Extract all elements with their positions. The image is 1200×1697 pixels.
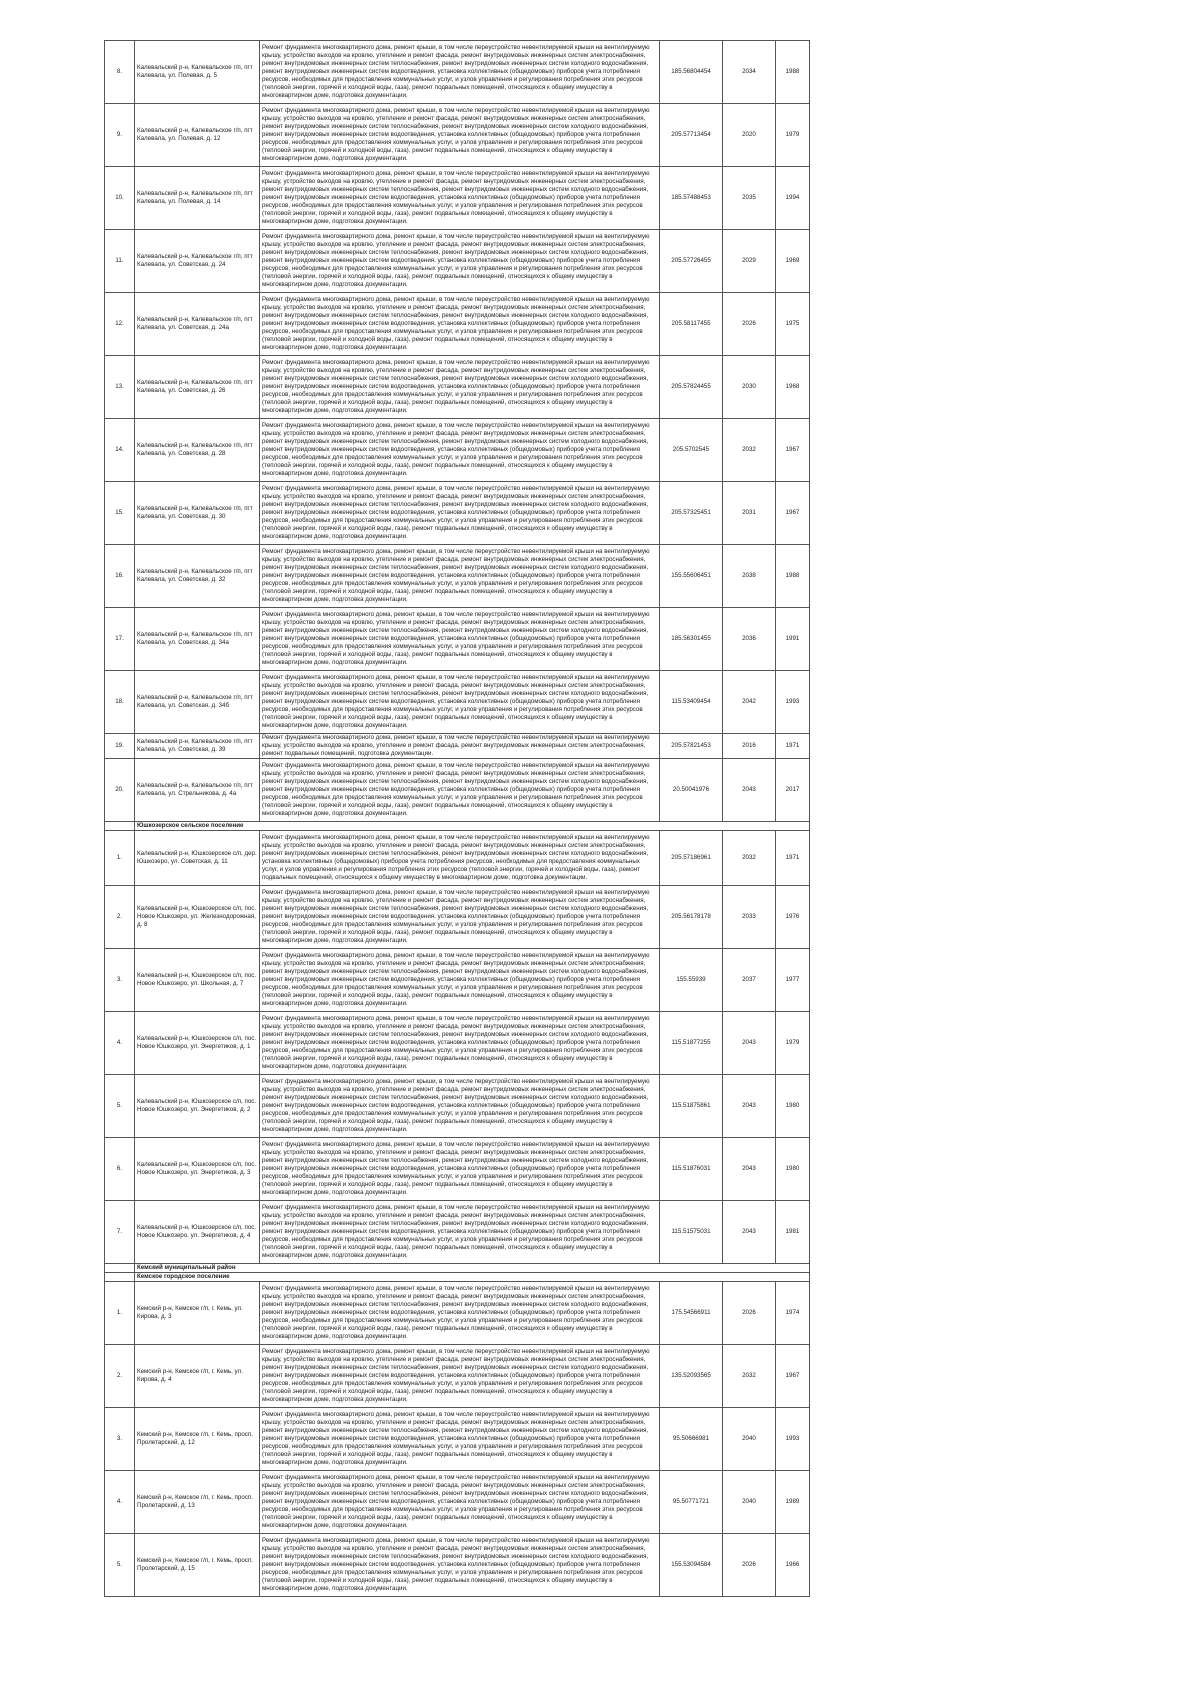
section-title: Кемский муниципальный район — [135, 1264, 810, 1273]
row-works: Ремонт фундамента многоквартирного дома, ремонт крыши, в том числе переустройство невентилируемой крыши на вентилируемую крышу, устройство выходов на кровлю, утепление и ремонт фасада, ремонт внутридомовых инженерных систем электроснабжения, ремонт внутридомовых инженерных систем теплоснабжения, ремонт внутридомовых инженерных систем холодного водоснабжения, ремонт внутридомовых инженерных систем водоотведения, установка коллективных (общедомовых) приборов учета потребления ресурсов, необходимых для предоставления коммунальных услуг, и узлов управления и регулирования потребления этих ресурсов (тепловой энергии, горячей и холодной воды, газа), ремонт подвальных помещений, относящихся к общему имуществу в многоквартирном доме, подготовка документации. — [260, 1012, 660, 1075]
row-address: Калевальский р-н, Юшкозерское с/п, пос. Новое Юшкозеро, ул. Энергетиков, д. 3 — [135, 1138, 260, 1201]
table-row — [105, 293, 810, 356]
section-spacer — [105, 1264, 135, 1273]
row-cost: 95.50666981 — [660, 1408, 723, 1471]
row-built-year: 2017 — [776, 759, 810, 822]
row-address: Кемский р-н, Кемское г/п, г. Кемь, ул. Кирова, д. 4 — [135, 1345, 260, 1408]
row-works: Ремонт фундамента многоквартирного дома, ремонт крыши, в том числе переустройство невентилируемой крыши на вентилируемую крышу, устройство выходов на кровлю, утепление и ремонт фасада, ремонт внутридомовых инженерных систем электроснабжения, ремонт внутридомовых инженерных систем теплоснабжения, ремонт внутридомовых инженерных систем холодного водоснабжения, ремонт внутридомовых инженерных систем водоотведения, установка коллективных (общедомовых) приборов учета потребления ресурсов, необходимых для предоставления коммунальных услуг, и узлов управления и регулирования потребления этих ресурсов (тепловой энергии, горячей и холодной воды, газа), ремонт подвальных помещений, относящихся к общему имуществу в многоквартирном доме, подготовка документации. — [260, 293, 660, 356]
row-address: Калевальский р-н, Юшкозерское с/п, пос. Новое Юшкозеро, ул. Энергетиков, д. 1 — [135, 1012, 260, 1075]
row-works: Ремонт фундамента многоквартирного дома, ремонт крыши, в том числе переустройство невентилируемой крыши на вентилируемую крышу, устройство выходов на кровлю, утепление и ремонт фасада, ремонт внутридомовых инженерных систем электроснабжения, ремонт внутридомовых инженерных систем теплоснабжения, ремонт внутридомовых инженерных систем холодного водоснабжения, ремонт внутридомовых инженерных систем водоотведения, установка коллективных (общедомовых) приборов учета потребления ресурсов, необходимых для предоставления коммунальных услуг, и узлов управления и регулирования потребления этих ресурсов (тепловой энергии, горячей и холодной воды, газа), ремонт подвальных помещений, относящихся к общему имуществу в многоквартирном доме, подготовка документации. — [260, 1075, 660, 1138]
table-row — [105, 104, 810, 167]
row-cost: 185.56804454 — [660, 41, 723, 104]
row-address: Калевальский р-н, Юшкозерское с/п, пос. Новое Юшкозеро, ул. Энергетиков, д. 4 — [135, 1201, 260, 1264]
row-built-year: 1968 — [776, 356, 810, 419]
section-header-row — [105, 822, 810, 831]
row-built-year: 1988 — [776, 41, 810, 104]
table-row — [105, 1408, 810, 1471]
row-works: Ремонт фундамента многоквартирного дома, ремонт крыши, в том числе переустройство невентилируемой крыши на вентилируемую крышу, устройство выходов на кровлю, утепление и ремонт фасада, ремонт внутридомовых инженерных систем электроснабжения, ремонт внутридомовых инженерных систем теплоснабжения, ремонт внутридомовых инженерных систем холодного водоснабжения, ремонт внутридомовых инженерных систем водоотведения, установка коллективных (общедомовых) приборов учета потребления ресурсов, необходимых для предоставления коммунальных услуг, и узлов управления и регулирования потребления этих ресурсов (тепловой энергии, горячей и холодной воды, газа), ремонт подвальных помещений, относящихся к общему имуществу в многоквартирном доме, подготовка документации. — [260, 230, 660, 293]
table-row — [105, 1075, 810, 1138]
row-number: 17. — [105, 608, 135, 671]
section-title: Кемское городское поселение — [135, 1273, 810, 1282]
row-cost: 205.56178178 — [660, 886, 723, 949]
row-built-year: 1966 — [776, 1534, 810, 1597]
row-cost: 205.58117455 — [660, 293, 723, 356]
row-address: Калевальский р-н, Калевальское г/п, пгт Калевала, ул. Советская, д. 32 — [135, 545, 260, 608]
row-year: 2030 — [723, 356, 776, 419]
row-number: 9. — [105, 104, 135, 167]
row-address: Калевальский р-н, Калевальское г/п, пгт Калевала, ул. Стрельникова, д. 4а — [135, 759, 260, 822]
row-cost: 115.51875861 — [660, 1075, 723, 1138]
row-year: 2043 — [723, 1138, 776, 1201]
row-built-year: 1980 — [776, 1138, 810, 1201]
row-number: 5. — [105, 1534, 135, 1597]
row-number: 5. — [105, 1075, 135, 1138]
row-address: Кемский р-н, Кемское г/п, г. Кемь, просп. Пролетарский, д. 12 — [135, 1408, 260, 1471]
capital-repair-table — [104, 40, 810, 1597]
row-year: 2032 — [723, 1345, 776, 1408]
row-address: Калевальский р-н, Калевальское г/п, пгт Калевала, ул. Полевая, д. 12 — [135, 104, 260, 167]
row-number: 1. — [105, 831, 135, 886]
row-works: Ремонт фундамента многоквартирного дома, ремонт крыши, в том числе переустройство невентилируемой крыши на вентилируемую крышу, устройство выходов на кровлю, утепление и ремонт фасада, ремонт внутридомовых инженерных систем электроснабжения, ремонт внутридомовых инженерных систем теплоснабжения, ремонт внутридомовых инженерных систем холодного водоснабжения, ремонт внутридомовых инженерных систем водоотведения, установка коллективных (общедомовых) приборов учета потребления ресурсов, необходимых для предоставления коммунальных услуг, и узлов управления и регулирования потребления этих ресурсов (тепловой энергии, горячей и холодной воды, газа), ремонт подвальных помещений, относящихся к общему имуществу в многоквартирном доме, подготовка документации. — [260, 1534, 660, 1597]
row-number: 12. — [105, 293, 135, 356]
table-row — [105, 1201, 810, 1264]
row-year: 2042 — [723, 671, 776, 734]
row-works: Ремонт фундамента многоквартирного дома, ремонт крыши, в том числе переустройство невентилируемой крыши на вентилируемую крышу, устройство выходов на кровлю, утепление и ремонт фасада, ремонт внутридомовых инженерных систем электроснабжения, ремонт внутридомовых инженерных систем теплоснабжения, ремонт внутридомовых инженерных систем холодного водоснабжения, ремонт внутридомовых инженерных систем водоотведения, установка коллективных (общедомовых) приборов учета потребления ресурсов, необходимых для предоставления коммунальных услуг, и узлов управления и регулирования потребления этих ресурсов (тепловой энергии, горячей и холодной воды, газа), ремонт подвальных помещений, относящихся к общему имуществу в многоквартирном доме, подготовка документации. — [260, 1471, 660, 1534]
table-row — [105, 1345, 810, 1408]
row-address: Кемский р-н, Кемское г/п, г. Кемь, ул. Кирова, д. 3 — [135, 1282, 260, 1345]
row-cost: 205.57325451 — [660, 482, 723, 545]
row-cost: 205.57713454 — [660, 104, 723, 167]
row-built-year: 1989 — [776, 1471, 810, 1534]
row-address: Калевальский р-н, Калевальское г/п, пгт Калевала, ул. Советская, д. 34б — [135, 671, 260, 734]
row-built-year: 1967 — [776, 1345, 810, 1408]
table-row — [105, 886, 810, 949]
row-number: 2. — [105, 886, 135, 949]
row-address: Калевальский р-н, Калевальское г/п, пгт Калевала, ул. Полевая, д. 14 — [135, 167, 260, 230]
row-address: Калевальский р-н, Калевальское г/п, пгт Калевала, ул. Советская, д. 30 — [135, 482, 260, 545]
section-header-row — [105, 1264, 810, 1273]
row-works: Ремонт фундамента многоквартирного дома, ремонт крыши, в том числе переустройство невентилируемой крыши на вентилируемую крышу, устройство выходов на кровлю, утепление и ремонт фасада, ремонт внутридомовых инженерных систем электроснабжения, ремонт подвальных помещений, подготовка документации. — [260, 734, 660, 759]
row-cost: 20.50041976 — [660, 759, 723, 822]
row-number: 15. — [105, 482, 135, 545]
row-cost: 155.53094584 — [660, 1534, 723, 1597]
row-works: Ремонт фундамента многоквартирного дома, ремонт крыши, в том числе переустройство невентилируемой крыши на вентилируемую крышу, устройство выходов на кровлю, утепление и ремонт фасада, ремонт внутридомовых инженерных систем электроснабжения, ремонт внутридомовых инженерных систем теплоснабжения, ремонт внутридомовых инженерных систем холодного водоснабжения, ремонт внутридомовых инженерных систем водоотведения, установка коллективных (общедомовых) приборов учета потребления ресурсов, необходимых для предоставления коммунальных услуг, и узлов управления и регулирования потребления этих ресурсов (тепловой энергии, горячей и холодной воды, газа), ремонт подвальных помещений, относящихся к общему имуществу в многоквартирном доме, подготовка документации. — [260, 949, 660, 1012]
table-row — [105, 608, 810, 671]
table-row — [105, 1282, 810, 1345]
row-number: 16. — [105, 545, 135, 608]
row-address: Калевальский р-н, Калевальское г/п, пгт Калевала, ул. Советская, д. 24 — [135, 230, 260, 293]
row-number: 4. — [105, 1012, 135, 1075]
row-built-year: 1967 — [776, 419, 810, 482]
row-number: 8. — [105, 41, 135, 104]
row-cost: 205.57186961 — [660, 831, 723, 886]
row-cost: 205.57824455 — [660, 356, 723, 419]
section-spacer — [105, 822, 135, 831]
row-cost: 205.57726455 — [660, 230, 723, 293]
row-number: 10. — [105, 167, 135, 230]
row-cost: 185.57488453 — [660, 167, 723, 230]
row-address: Кемский р-н, Кемское г/п, г. Кемь, просп. Пролетарский, д. 15 — [135, 1534, 260, 1597]
row-built-year: 1994 — [776, 167, 810, 230]
row-works: Ремонт фундамента многоквартирного дома, ремонт крыши, в том числе переустройство невентилируемой крыши на вентилируемую крышу, устройство выходов на кровлю, утепление и ремонт фасада, ремонт внутридомовых инженерных систем электроснабжения, ремонт внутридомовых инженерных систем теплоснабжения, ремонт внутридомовых инженерных систем холодного водоснабжения, ремонт внутридомовых инженерных систем водоотведения, установка коллективных (общедомовых) приборов учета потребления ресурсов, необходимых для предоставления коммунальных услуг, и узлов управления и регулирования потребления этих ресурсов (тепловой энергии, горячей и холодной воды, газа), ремонт подвальных помещений, относящихся к общему имуществу в многоквартирном доме, подготовка документации. — [260, 1408, 660, 1471]
row-number: 18. — [105, 671, 135, 734]
row-number: 19. — [105, 734, 135, 759]
table-row — [105, 671, 810, 734]
row-cost: 205.5702545 — [660, 419, 723, 482]
row-year: 2026 — [723, 1282, 776, 1345]
row-built-year: 1979 — [776, 1012, 810, 1075]
row-cost: 115.51575031 — [660, 1201, 723, 1264]
row-built-year: 1993 — [776, 1408, 810, 1471]
row-built-year: 1974 — [776, 1282, 810, 1345]
row-built-year: 1991 — [776, 608, 810, 671]
row-year: 2026 — [723, 1534, 776, 1597]
table-row — [105, 41, 810, 104]
table-row — [105, 759, 810, 822]
table-row — [105, 545, 810, 608]
row-number: 13. — [105, 356, 135, 419]
row-address: Калевальский р-н, Юшкозерское с/п, пос. Новое Юшкозеро, ул. Школьная, д. 7 — [135, 949, 260, 1012]
row-cost: 155.55939 — [660, 949, 723, 1012]
row-works: Ремонт фундамента многоквартирного дома, ремонт крыши, в том числе переустройство невентилируемой крыши на вентилируемую крышу, устройство выходов на кровлю, утепление и ремонт фасада, ремонт внутридомовых инженерных систем электроснабжения, ремонт внутридомовых инженерных систем теплоснабжения, ремонт внутридомовых инженерных систем холодного водоснабжения, ремонт внутридомовых инженерных систем водоотведения, установка коллективных (общедомовых) приборов учета потребления ресурсов, необходимых для предоставления коммунальных услуг, и узлов управления и регулирования потребления этих ресурсов (тепловой энергии, горячей и холодной воды, газа), ремонт подвальных помещений, относящихся к общему имуществу в многоквартирном доме, подготовка документации. — [260, 608, 660, 671]
table-row — [105, 482, 810, 545]
row-address: Кемский р-н, Кемское г/п, г. Кемь, просп. Пролетарский, д. 13 — [135, 1471, 260, 1534]
row-built-year: 1993 — [776, 671, 810, 734]
row-year: 2029 — [723, 230, 776, 293]
table-row — [105, 1012, 810, 1075]
row-works: Ремонт фундамента многоквартирного дома, ремонт крыши, в том числе переустройство невентилируемой крыши на вентилируемую крышу, устройство выходов на кровлю, утепление и ремонт фасада, ремонт внутридомовых инженерных систем электроснабжения, ремонт внутридомовых инженерных систем теплоснабжения, ремонт внутридомовых инженерных систем холодного водоснабжения, ремонт внутридомовых инженерных систем водоотведения, установка коллективных (общедомовых) приборов учета потребления ресурсов, необходимых для предоставления коммунальных услуг, и узлов управления и регулирования потребления этих ресурсов (тепловой энергии, горячей и холодной воды, газа), ремонт подвальных помещений, относящихся к общему имуществу в многоквартирном доме, подготовка документации. — [260, 419, 660, 482]
row-year: 2043 — [723, 759, 776, 822]
row-works: Ремонт фундамента многоквартирного дома, ремонт крыши, в том числе переустройство невентилируемой крыши на вентилируемую крышу, устройство выходов на кровлю, утепление и ремонт фасада, ремонт внутридомовых инженерных систем электроснабжения, ремонт внутридомовых инженерных систем теплоснабжения, ремонт внутридомовых инженерных систем холодного водоснабжения, ремонт внутридомовых инженерных систем водоотведения, установка коллективных (общедомовых) приборов учета потребления ресурсов, необходимых для предоставления коммунальных услуг, и узлов управления и регулирования потребления этих ресурсов (тепловой энергии, горячей и холодной воды, газа), ремонт подвальных помещений, относящихся к общему имуществу в многоквартирном доме, подготовка документации. — [260, 759, 660, 822]
row-cost: 175.54566911 — [660, 1282, 723, 1345]
row-year: 2036 — [723, 608, 776, 671]
row-year: 2038 — [723, 545, 776, 608]
row-address: Калевальский р-н, Калевальское г/п, пгт Калевала, ул. Советская, д. 39 — [135, 734, 260, 759]
row-address: Калевальский р-н, Калевальское г/п, пгт Калевала, ул. Советская, д. 26 — [135, 356, 260, 419]
row-works: Ремонт фундамента многоквартирного дома, ремонт крыши, в том числе переустройство невентилируемой крыши на вентилируемую крышу, устройство выходов на кровлю, утепление и ремонт фасада, ремонт внутридомовых инженерных систем электроснабжения, ремонт внутридомовых инженерных систем теплоснабжения, ремонт внутридомовых инженерных систем холодного водоснабжения, ремонт внутридомовых инженерных систем водоотведения, установка коллективных (общедомовых) приборов учета потребления ресурсов, необходимых для предоставления коммунальных услуг, и узлов управления и регулирования потребления этих ресурсов (тепловой энергии, горячей и холодной воды, газа), ремонт подвальных помещений, относящихся к общему имуществу в многоквартирном доме, подготовка документации. — [260, 1201, 660, 1264]
row-year: 2040 — [723, 1471, 776, 1534]
block-kalevala — [105, 41, 810, 822]
row-year: 2034 — [723, 41, 776, 104]
row-cost: 185.56301455 — [660, 608, 723, 671]
row-cost: 115.51877255 — [660, 1012, 723, 1075]
section-spacer — [105, 1273, 135, 1282]
row-works: Ремонт фундамента многоквартирного дома, ремонт крыши, в том числе переустройство невентилируемой крыши на вентилируемую крышу, устройство выходов на кровлю, утепление и ремонт фасада, ремонт внутридомовых инженерных систем электроснабжения, ремонт внутридомовых инженерных систем теплоснабжения, ремонт внутридомовых инженерных систем холодного водоснабжения, ремонт внутридомовых инженерных систем водоотведения, установка коллективных (общедомовых) приборов учета потребления ресурсов, необходимых для предоставления коммунальных услуг, и узлов управления и регулирования потребления этих ресурсов (тепловой энергии, горячей и холодной воды, газа), ремонт подвальных помещений, относящихся к общему имуществу в многоквартирном доме, подготовка документации. — [260, 1138, 660, 1201]
row-year: 2035 — [723, 167, 776, 230]
row-cost: 205.57821453 — [660, 734, 723, 759]
row-built-year: 1979 — [776, 104, 810, 167]
block-yushkozero — [105, 822, 810, 1264]
row-works: Ремонт фундамента многоквартирного дома, ремонт крыши, в том числе переустройство невентилируемой крыши на вентилируемую крышу, устройство выходов на кровлю, утепление и ремонт фасада, ремонт внутридомовых инженерных систем электроснабжения, ремонт внутридомовых инженерных систем теплоснабжения, ремонт внутридомовых инженерных систем холодного водоснабжения, установка коллективных (общедомовых) приборов учета потребления ресурсов, необходимых для предоставления коммунальных услуг, и узлов управления и регулирования потребления этих ресурсов (тепловой энергии, горячей и холодной воды, газа), ремонт подвальных помещений, относящихся к общему имуществу в многоквартирном доме, подготовка документации. — [260, 831, 660, 886]
row-year: 2016 — [723, 734, 776, 759]
table-row — [105, 1471, 810, 1534]
row-cost: 115.53409454 — [660, 671, 723, 734]
row-works: Ремонт фундамента многоквартирного дома, ремонт крыши, в том числе переустройство невентилируемой крыши на вентилируемую крышу, устройство выходов на кровлю, утепление и ремонт фасада, ремонт внутридомовых инженерных систем электроснабжения, ремонт внутридомовых инженерных систем теплоснабжения, ремонт внутридомовых инженерных систем холодного водоснабжения, ремонт внутридомовых инженерных систем водоотведения, установка коллективных (общедомовых) приборов учета потребления ресурсов, необходимых для предоставления коммунальных услуг, и узлов управления и регулирования потребления этих ресурсов (тепловой энергии, горячей и холодной воды, газа), ремонт подвальных помещений, относящихся к общему имуществу в многоквартирном доме, подготовка документации. — [260, 1345, 660, 1408]
row-address: Калевальский р-н, Юшкозерское с/п, дер. Юшкозеро, ул. Советская, д. 11 — [135, 831, 260, 886]
row-cost: 115.51876031 — [660, 1138, 723, 1201]
row-cost: 95.50771721 — [660, 1471, 723, 1534]
row-built-year: 1988 — [776, 545, 810, 608]
row-works: Ремонт фундамента многоквартирного дома, ремонт крыши, в том числе переустройство невентилируемой крыши на вентилируемую крышу, устройство выходов на кровлю, утепление и ремонт фасада, ремонт внутридомовых инженерных систем электроснабжения, ремонт внутридомовых инженерных систем теплоснабжения, ремонт внутридомовых инженерных систем холодного водоснабжения, ремонт внутридомовых инженерных систем водоотведения, установка коллективных (общедомовых) приборов учета потребления ресурсов, необходимых для предоставления коммунальных услуг, и узлов управления и регулирования потребления этих ресурсов (тепловой энергии, горячей и холодной воды, газа), ремонт подвальных помещений, относящихся к общему имуществу в многоквартирном доме, подготовка документации. — [260, 545, 660, 608]
row-year: 2037 — [723, 949, 776, 1012]
row-number: 3. — [105, 949, 135, 1012]
row-year: 2026 — [723, 293, 776, 356]
row-number: 6. — [105, 1138, 135, 1201]
table-row — [105, 167, 810, 230]
row-number: 20. — [105, 759, 135, 822]
row-built-year: 1971 — [776, 831, 810, 886]
row-year: 2031 — [723, 482, 776, 545]
table-row — [105, 356, 810, 419]
row-built-year: 1976 — [776, 886, 810, 949]
row-works: Ремонт фундамента многоквартирного дома, ремонт крыши, в том числе переустройство невентилируемой крыши на вентилируемую крышу, устройство выходов на кровлю, утепление и ремонт фасада, ремонт внутридомовых инженерных систем электроснабжения, ремонт внутридомовых инженерных систем теплоснабжения, ремонт внутридомовых инженерных систем холодного водоснабжения, ремонт внутридомовых инженерных систем водоотведения, установка коллективных (общедомовых) приборов учета потребления ресурсов, необходимых для предоставления коммунальных услуг, и узлов управления и регулирования потребления этих ресурсов (тепловой энергии, горячей и холодной воды, газа), ремонт подвальных помещений, относящихся к общему имуществу в многоквартирном доме, подготовка документации. — [260, 482, 660, 545]
row-year: 2032 — [723, 831, 776, 886]
row-year: 2043 — [723, 1075, 776, 1138]
row-works: Ремонт фундамента многоквартирного дома, ремонт крыши, в том числе переустройство невентилируемой крыши на вентилируемую крышу, устройство выходов на кровлю, утепление и ремонт фасада, ремонт внутридомовых инженерных систем электроснабжения, ремонт внутридомовых инженерных систем теплоснабжения, ремонт внутридомовых инженерных систем холодного водоснабжения, ремонт внутридомовых инженерных систем водоотведения, установка коллективных (общедомовых) приборов учета потребления ресурсов, необходимых для предоставления коммунальных услуг, и узлов управления и регулирования потребления этих ресурсов (тепловой энергии, горячей и холодной воды, газа), ремонт подвальных помещений, относящихся к общему имуществу в многоквартирном доме, подготовка документации. — [260, 356, 660, 419]
row-number: 4. — [105, 1471, 135, 1534]
row-built-year: 1981 — [776, 1201, 810, 1264]
row-address: Калевальский р-н, Калевальское г/п, пгт Калевала, ул. Советская, д. 28 — [135, 419, 260, 482]
row-works: Ремонт фундамента многоквартирного дома, ремонт крыши, в том числе переустройство невентилируемой крыши на вентилируемую крышу, устройство выходов на кровлю, утепление и ремонт фасада, ремонт внутридомовых инженерных систем электроснабжения, ремонт внутридомовых инженерных систем теплоснабжения, ремонт внутридомовых инженерных систем холодного водоснабжения, ремонт внутридомовых инженерных систем водоотведения, установка коллективных (общедомовых) приборов учета потребления ресурсов, необходимых для предоставления коммунальных услуг, и узлов управления и регулирования потребления этих ресурсов (тепловой энергии, горячей и холодной воды, газа), ремонт подвальных помещений, относящихся к общему имуществу в многоквартирном доме, подготовка документации. — [260, 104, 660, 167]
row-address: Калевальский р-н, Юшкозерское с/п, пос. Новое Юшкозеро, ул. Энергетиков, д. 2 — [135, 1075, 260, 1138]
row-works: Ремонт фундамента многоквартирного дома, ремонт крыши, в том числе переустройство невентилируемой крыши на вентилируемую крышу, устройство выходов на кровлю, утепление и ремонт фасада, ремонт внутридомовых инженерных систем электроснабжения, ремонт внутридомовых инженерных систем теплоснабжения, ремонт внутридомовых инженерных систем холодного водоснабжения, ремонт внутридомовых инженерных систем водоотведения, установка коллективных (общедомовых) приборов учета потребления ресурсов, необходимых для предоставления коммунальных услуг, и узлов управления и регулирования потребления этих ресурсов (тепловой энергии, горячей и холодной воды, газа), ремонт подвальных помещений, относящихся к общему имуществу в многоквартирном доме, подготовка документации. — [260, 886, 660, 949]
row-works: Ремонт фундамента многоквартирного дома, ремонт крыши, в том числе переустройство невентилируемой крыши на вентилируемую крышу, устройство выходов на кровлю, утепление и ремонт фасада, ремонт внутридомовых инженерных систем электроснабжения, ремонт внутридомовых инженерных систем теплоснабжения, ремонт внутридомовых инженерных систем холодного водоснабжения, ремонт внутридомовых инженерных систем водоотведения, установка коллективных (общедомовых) приборов учета потребления ресурсов, необходимых для предоставления коммунальных услуг, и узлов управления и регулирования потребления этих ресурсов (тепловой энергии, горячей и холодной воды, газа), ремонт подвальных помещений, относящихся к общему имуществу в многоквартирном доме, подготовка документации. — [260, 1282, 660, 1345]
table-row — [105, 831, 810, 886]
row-year: 2032 — [723, 419, 776, 482]
block-kem — [105, 1264, 810, 1597]
row-number: 14. — [105, 419, 135, 482]
table-row — [105, 1534, 810, 1597]
section-header-row — [105, 1273, 810, 1282]
row-number: 1. — [105, 1282, 135, 1345]
row-year: 2033 — [723, 886, 776, 949]
row-year: 2043 — [723, 1012, 776, 1075]
row-number: 7. — [105, 1201, 135, 1264]
table-row — [105, 949, 810, 1012]
row-works: Ремонт фундамента многоквартирного дома, ремонт крыши, в том числе переустройство невентилируемой крыши на вентилируемую крышу, устройство выходов на кровлю, утепление и ремонт фасада, ремонт внутридомовых инженерных систем электроснабжения, ремонт внутридомовых инженерных систем теплоснабжения, ремонт внутридомовых инженерных систем холодного водоснабжения, ремонт внутридомовых инженерных систем водоотведения, установка коллективных (общедомовых) приборов учета потребления ресурсов, необходимых для предоставления коммунальных услуг, и узлов управления и регулирования потребления этих ресурсов (тепловой энергии, горячей и холодной воды, газа), ремонт подвальных помещений, относящихся к общему имуществу в многоквартирном доме, подготовка документации. — [260, 671, 660, 734]
row-address: Калевальский р-н, Юшкозерское с/п, пос. Новое Юшкозеро, ул. Железнодорожная, д. 8 — [135, 886, 260, 949]
section-title: Юшкозерское сельское поселение — [135, 822, 810, 831]
row-built-year: 1975 — [776, 293, 810, 356]
row-year: 2043 — [723, 1201, 776, 1264]
row-year: 2040 — [723, 1408, 776, 1471]
row-number: 3. — [105, 1408, 135, 1471]
table-row — [105, 230, 810, 293]
row-year: 2020 — [723, 104, 776, 167]
row-built-year: 1977 — [776, 949, 810, 1012]
table-row — [105, 734, 810, 759]
row-built-year: 1980 — [776, 1075, 810, 1138]
row-built-year: 1971 — [776, 734, 810, 759]
row-built-year: 1969 — [776, 230, 810, 293]
table-row — [105, 1138, 810, 1201]
row-works: Ремонт фундамента многоквартирного дома, ремонт крыши, в том числе переустройство невентилируемой крыши на вентилируемую крышу, устройство выходов на кровлю, утепление и ремонт фасада, ремонт внутридомовых инженерных систем электроснабжения, ремонт внутридомовых инженерных систем теплоснабжения, ремонт внутридомовых инженерных систем холодного водоснабжения, ремонт внутридомовых инженерных систем водоотведения, установка коллективных (общедомовых) приборов учета потребления ресурсов, необходимых для предоставления коммунальных услуг, и узлов управления и регулирования потребления этих ресурсов (тепловой энергии, горячей и холодной воды, газа), ремонт подвальных помещений, относящихся к общему имуществу в многоквартирном доме, подготовка документации. — [260, 41, 660, 104]
row-works: Ремонт фундамента многоквартирного дома, ремонт крыши, в том числе переустройство невентилируемой крыши на вентилируемую крышу, устройство выходов на кровлю, утепление и ремонт фасада, ремонт внутридомовых инженерных систем электроснабжения, ремонт внутридомовых инженерных систем теплоснабжения, ремонт внутридомовых инженерных систем холодного водоснабжения, ремонт внутридомовых инженерных систем водоотведения, установка коллективных (общедомовых) приборов учета потребления ресурсов, необходимых для предоставления коммунальных услуг, и узлов управления и регулирования потребления этих ресурсов (тепловой энергии, горячей и холодной воды, газа), ремонт подвальных помещений, относящихся к общему имуществу в многоквартирном доме, подготовка документации. — [260, 167, 660, 230]
row-cost: 155.55606451 — [660, 545, 723, 608]
row-address: Калевальский р-н, Калевальское г/п, пгт Калевала, ул. Полевая, д. 5 — [135, 41, 260, 104]
row-cost: 135.52093565 — [660, 1345, 723, 1408]
row-number: 2. — [105, 1345, 135, 1408]
table-row — [105, 419, 810, 482]
row-number: 11. — [105, 230, 135, 293]
row-built-year: 1967 — [776, 482, 810, 545]
row-address: Калевальский р-н, Калевальское г/п, пгт Калевала, ул. Советская, д. 24а — [135, 293, 260, 356]
row-address: Калевальский р-н, Калевальское г/п, пгт Калевала, ул. Советская, д. 34а — [135, 608, 260, 671]
